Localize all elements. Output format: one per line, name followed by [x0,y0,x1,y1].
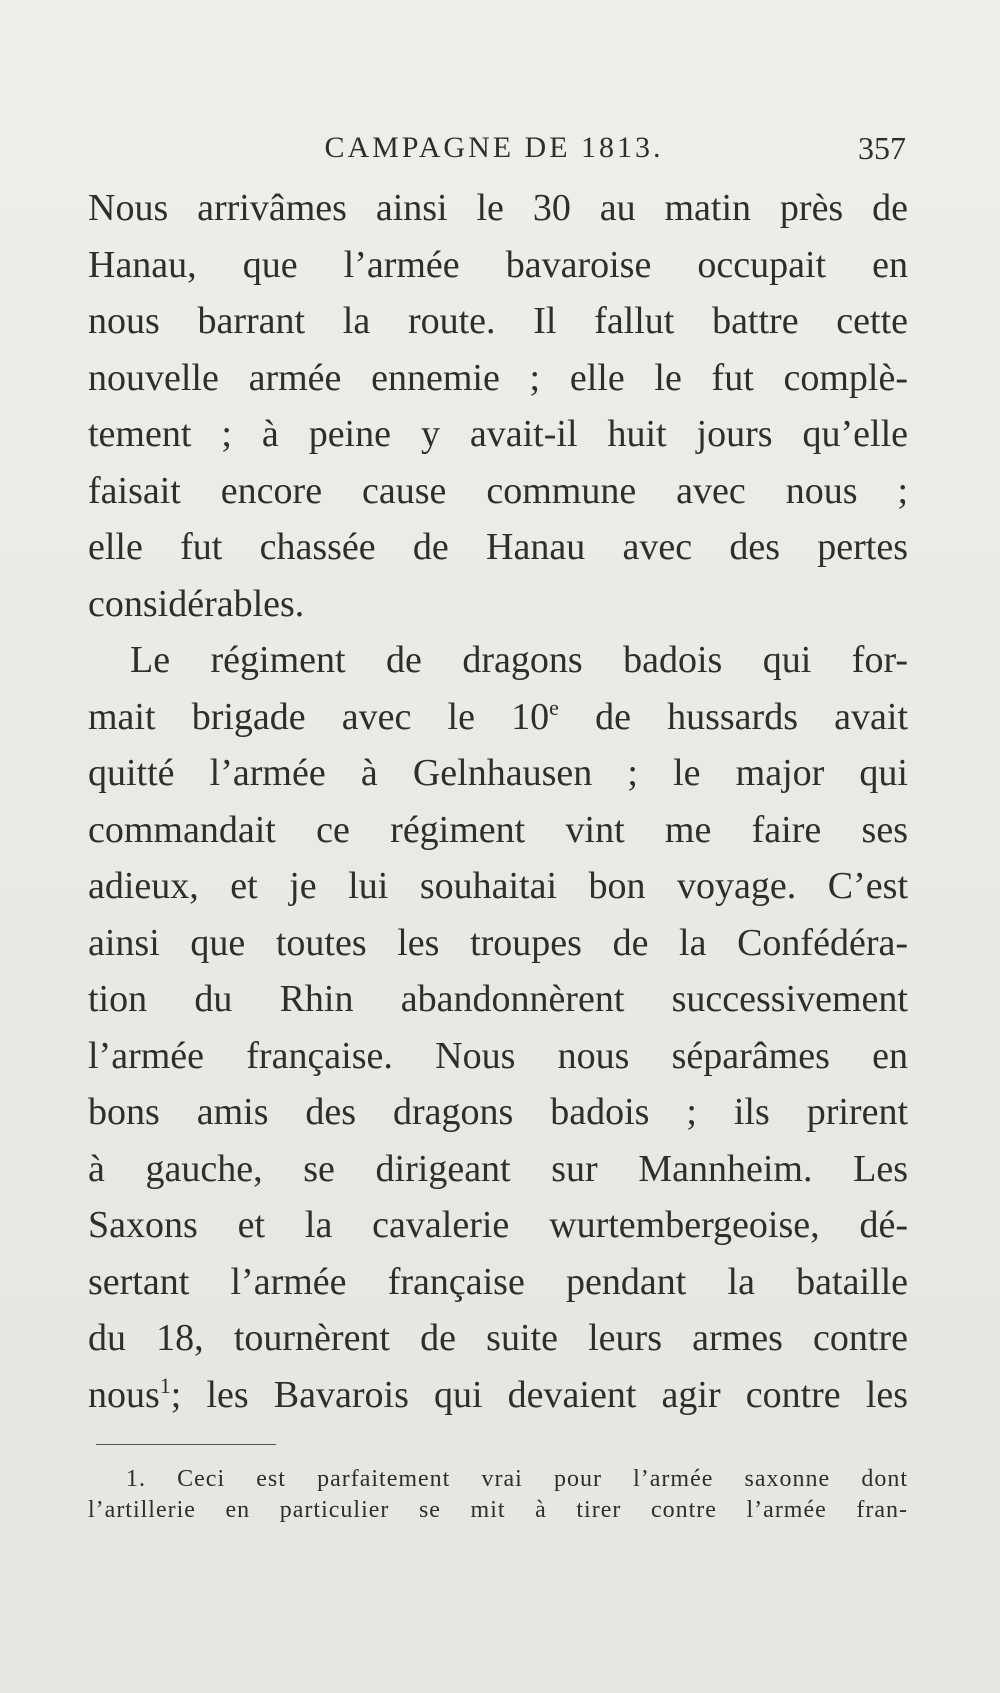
page-number: 357 [858,129,906,166]
text-line: nouvelle armée ennemie ; elle le fut complè- [88,356,908,399]
text-line: commandait ce régiment vint me faire ses [88,808,908,851]
text-line: faisait encore cause commune avec nous ; [88,469,908,512]
text-line: du 18, tournèrent de suite leurs armes contre [88,1317,908,1359]
ordinal-suffix: e [549,694,559,720]
text-fragment: ; les Bavarois qui devaient agir contre les [170,1373,908,1416]
text-line: Nous arrivâmes ainsi le 30 au matin près de [88,187,908,229]
text-line: Saxons et la cavalerie wurtembergeoise, dé- [88,1204,908,1246]
text-fragment: de hussards avait [558,695,908,738]
text-line: sertant l’armée française pendant la bataille [88,1260,908,1303]
running-head [90,120,906,176]
text-fragment: nous [88,1373,160,1416]
footnote-line: 1. Ceci est parfaitement vrai pour l’armée saxonne dont [126,1466,908,1492]
text-fragment: mait brigade avec le [88,695,475,738]
text-line: ainsi que toutes les troupes de la Confédéra- [88,921,908,964]
text-line: considérables. [88,582,305,625]
text-line-with-note-ref [88,1367,908,1424]
text-line: Le régiment de dragons badois qui for- [130,639,908,681]
text-line: tement ; à peine y avait-il huit jours qu’elle [88,413,908,455]
text-line-with-ordinal [88,689,908,746]
text-line: bons amis des dragons badois ; ils prirent [88,1091,908,1133]
text-line: adieux, et je lui souhaitai bon voyage. C’est [88,865,908,907]
text-line: à gauche, se dirigeant sur Mannheim. Les [88,1147,908,1190]
text-line: Hanau, que l’armée bavaroise occupait en [88,243,908,286]
body-text [88,180,908,1423]
text-line: tion du Rhin abandonnèrent successivement [88,978,908,1020]
footnotes [88,1464,908,1526]
text-line: elle fut chassée de Hanau avec des pertes [88,526,908,568]
footnote-separator [96,1444,276,1445]
text-line: l’armée française. Nous nous séparâmes en [88,1034,908,1077]
running-head-title: CAMPAGNE DE 1813. [324,131,664,164]
text-line: nous barrant la route. Il fallut battre cette [88,300,908,342]
footnote-line: l’artillerie en particulier se mit à tirer contre l’armée fran- [88,1497,908,1523]
footnote-reference: 1 [159,1372,171,1398]
ordinal-number: 10 [511,695,550,738]
text-line: quitté l’armée à Gelnhausen ; le major qui [88,752,908,794]
